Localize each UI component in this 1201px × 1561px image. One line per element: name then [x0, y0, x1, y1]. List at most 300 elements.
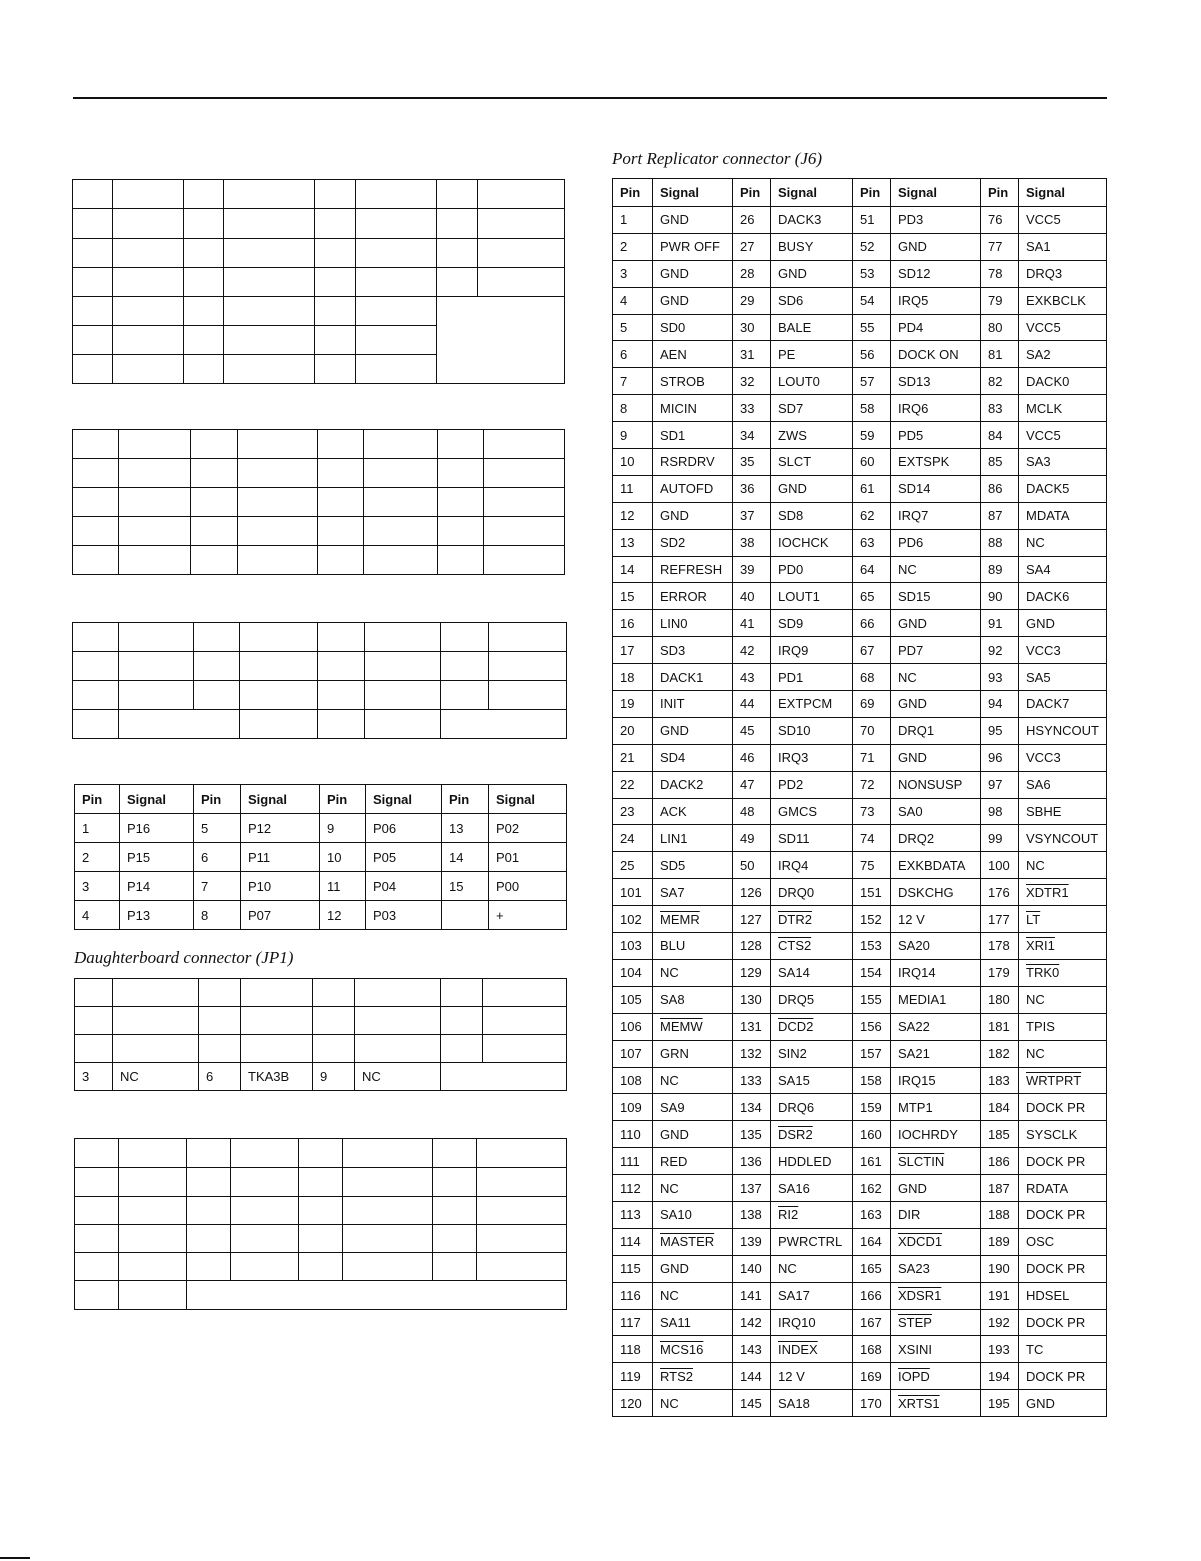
- signal-cell: NC: [1019, 529, 1107, 556]
- pin-cell: 117: [613, 1309, 653, 1336]
- signal-cell: SD7: [771, 395, 853, 422]
- signal-cell: IOPD: [891, 1363, 981, 1390]
- pin-cell: 42: [733, 637, 771, 664]
- signal-cell: SD1: [653, 422, 733, 449]
- pin-cell: 169: [853, 1363, 891, 1390]
- signal-cell: DOCK PR: [1019, 1201, 1107, 1228]
- signal-cell: RDATA: [1019, 1175, 1107, 1202]
- signal-cell: SA23: [891, 1255, 981, 1282]
- signal-cell: SA6: [1019, 771, 1107, 798]
- pin-cell: 154: [853, 959, 891, 986]
- pin-cell: 31: [733, 341, 771, 368]
- pin-cell: 34: [733, 422, 771, 449]
- blank-table-b: [72, 429, 565, 575]
- table-row: [613, 1201, 1107, 1228]
- signal-cell: RI2: [771, 1201, 853, 1228]
- signal-cell: DACK1: [653, 664, 733, 691]
- pin-cell: 98: [981, 798, 1019, 825]
- signal-cell: NONSUSP: [891, 771, 981, 798]
- signal-cell: IRQ6: [891, 395, 981, 422]
- signal-cell: PE: [771, 341, 853, 368]
- pin-cell: 76: [981, 207, 1019, 234]
- pin-cell: 86: [981, 475, 1019, 502]
- signal-cell: GND: [891, 744, 981, 771]
- pin-cell: 113: [613, 1201, 653, 1228]
- pin-cell: 48: [733, 798, 771, 825]
- signal-cell: EXTSPK: [891, 449, 981, 476]
- pin-cell: 10: [320, 843, 366, 872]
- table-row: [613, 1282, 1107, 1309]
- signal-cell: GND: [891, 233, 981, 260]
- signal-cell: RTS2: [653, 1363, 733, 1390]
- pin-cell: 63: [853, 529, 891, 556]
- pin-cell: 52: [853, 233, 891, 260]
- table-row: [613, 959, 1107, 986]
- pin-cell: 38: [733, 529, 771, 556]
- pin-cell: 153: [853, 933, 891, 960]
- signal-cell: P15: [120, 843, 194, 872]
- pin-cell: 28: [733, 260, 771, 287]
- signal-cell: GND: [653, 1121, 733, 1148]
- pin-cell: 6: [613, 341, 653, 368]
- signal-cell: P04: [366, 872, 442, 901]
- pin-cell: 96: [981, 744, 1019, 771]
- pin-cell: 158: [853, 1067, 891, 1094]
- signal-cell: MTP1: [891, 1094, 981, 1121]
- signal-cell: DOCK PR: [1019, 1363, 1107, 1390]
- table-row: [613, 798, 1107, 825]
- table-row: [75, 814, 567, 843]
- pin-cell: 62: [853, 502, 891, 529]
- signal-cell: P14: [120, 872, 194, 901]
- pin-column-header: Pin: [320, 785, 366, 814]
- table-row: [613, 664, 1107, 691]
- signal-cell: SIN2: [771, 1040, 853, 1067]
- signal-cell: DSKCHG: [891, 879, 981, 906]
- signal-cell: SA22: [891, 1013, 981, 1040]
- signal-cell: VCC3: [1019, 637, 1107, 664]
- pin-cell: 167: [853, 1309, 891, 1336]
- signal-column-header: Signal: [653, 179, 733, 207]
- table-row: [613, 1228, 1107, 1255]
- table-row: [613, 314, 1107, 341]
- signal-cell: NC: [113, 1063, 199, 1091]
- signal-cell: PD2: [771, 771, 853, 798]
- signal-cell: DRQ0: [771, 879, 853, 906]
- pin-cell: 79: [981, 287, 1019, 314]
- signal-cell: SD10: [771, 717, 853, 744]
- pin-cell: 46: [733, 744, 771, 771]
- pin-cell: 61: [853, 475, 891, 502]
- pin-cell: 11: [320, 872, 366, 901]
- pin-cell: 84: [981, 422, 1019, 449]
- signal-cell: DACK5: [1019, 475, 1107, 502]
- pin-cell: 3: [75, 1063, 113, 1091]
- signal-cell: DTR2: [771, 906, 853, 933]
- table-row: [613, 529, 1107, 556]
- table-row: [613, 207, 1107, 234]
- signal-column-header: Signal: [241, 785, 320, 814]
- pin-cell: 178: [981, 933, 1019, 960]
- signal-cell: TRK0: [1019, 959, 1107, 986]
- table-row: [613, 852, 1107, 879]
- pin-cell: 165: [853, 1255, 891, 1282]
- signal-cell: P16: [120, 814, 194, 843]
- table-row: [613, 771, 1107, 798]
- pin-cell: 139: [733, 1228, 771, 1255]
- pin-cell: 85: [981, 449, 1019, 476]
- signal-cell: SA16: [771, 1175, 853, 1202]
- pin-cell: 10: [613, 449, 653, 476]
- pin-cell: 50: [733, 852, 771, 879]
- signal-cell: GND: [1019, 1390, 1107, 1417]
- signal-cell: MEMR: [653, 906, 733, 933]
- blank-table-c: [72, 622, 567, 739]
- pin-cell: 194: [981, 1363, 1019, 1390]
- pin-cell: 54: [853, 287, 891, 314]
- pin-cell: 18: [613, 664, 653, 691]
- table-row: [613, 906, 1107, 933]
- signal-cell: EXTPCM: [771, 691, 853, 718]
- signal-cell: DACK3: [771, 207, 853, 234]
- signal-cell: SD8: [771, 502, 853, 529]
- pin-cell: 12: [320, 901, 366, 930]
- signal-cell: SA3: [1019, 449, 1107, 476]
- pin-cell: 35: [733, 449, 771, 476]
- table-row: [613, 1336, 1107, 1363]
- signal-cell: HDDLED: [771, 1148, 853, 1175]
- signal-column-header: Signal: [771, 179, 853, 207]
- signal-cell: LIN1: [653, 825, 733, 852]
- signal-cell: SA8: [653, 986, 733, 1013]
- pin-cell: 15: [442, 872, 489, 901]
- pin-cell: 80: [981, 314, 1019, 341]
- signal-cell: RSRDRV: [653, 449, 733, 476]
- signal-cell: INIT: [653, 691, 733, 718]
- signal-cell: PWRCTRL: [771, 1228, 853, 1255]
- pin-cell: 176: [981, 879, 1019, 906]
- pin-cell: 182: [981, 1040, 1019, 1067]
- pin-cell: 59: [853, 422, 891, 449]
- pin-cell: 95: [981, 717, 1019, 744]
- pin-cell: 69: [853, 691, 891, 718]
- pin-cell: 111: [613, 1148, 653, 1175]
- pin-cell: 24: [613, 825, 653, 852]
- signal-cell: DACK7: [1019, 691, 1107, 718]
- pin-cell: 195: [981, 1390, 1019, 1417]
- pin-cell: 2: [613, 233, 653, 260]
- signal-cell: GND: [891, 610, 981, 637]
- pin-cell: 36: [733, 475, 771, 502]
- table-row: [75, 872, 567, 901]
- signal-cell: MEDIA1: [891, 986, 981, 1013]
- signal-cell: SA18: [771, 1390, 853, 1417]
- signal-cell: P11: [241, 843, 320, 872]
- table-row: [613, 368, 1107, 395]
- signal-cell: SA0: [891, 798, 981, 825]
- signal-cell: SA5: [1019, 664, 1107, 691]
- signal-cell: IRQ4: [771, 852, 853, 879]
- pin-cell: 188: [981, 1201, 1019, 1228]
- pin-cell: 17: [613, 637, 653, 664]
- pin-cell: 186: [981, 1148, 1019, 1175]
- pin-cell: 136: [733, 1148, 771, 1175]
- pin-cell: 71: [853, 744, 891, 771]
- signal-cell: LOUT1: [771, 583, 853, 610]
- signal-cell: SA9: [653, 1094, 733, 1121]
- signal-cell: DACK0: [1019, 368, 1107, 395]
- signal-cell: VSYNCOUT: [1019, 825, 1107, 852]
- table-row: [613, 1067, 1107, 1094]
- pin-cell: 15: [613, 583, 653, 610]
- table-row: [613, 1040, 1107, 1067]
- signal-cell: GRN: [653, 1040, 733, 1067]
- signal-cell: VCC3: [1019, 744, 1107, 771]
- signal-cell: CTS2: [771, 933, 853, 960]
- pin-cell: 7: [194, 872, 241, 901]
- pin-column-header: Pin: [75, 785, 120, 814]
- pin-cell: 90: [981, 583, 1019, 610]
- table-row: [613, 744, 1107, 771]
- table-row: [613, 879, 1107, 906]
- signal-cell: PD7: [891, 637, 981, 664]
- pin-cell: 43: [733, 664, 771, 691]
- pin-cell: 66: [853, 610, 891, 637]
- signal-cell: LIN0: [653, 610, 733, 637]
- pin-cell: 116: [613, 1282, 653, 1309]
- pin-cell: 130: [733, 986, 771, 1013]
- signal-cell: P10: [241, 872, 320, 901]
- signal-cell: AUTOFD: [653, 475, 733, 502]
- pin-cell: 81: [981, 341, 1019, 368]
- pin-cell: 4: [613, 287, 653, 314]
- signal-cell: TPIS: [1019, 1013, 1107, 1040]
- signal-cell: SD15: [891, 583, 981, 610]
- pin-cell: 82: [981, 368, 1019, 395]
- signal-cell: MDATA: [1019, 502, 1107, 529]
- signal-cell: GND: [891, 691, 981, 718]
- signal-cell: GMCS: [771, 798, 853, 825]
- signal-cell: SD4: [653, 744, 733, 771]
- pin-cell: 163: [853, 1201, 891, 1228]
- signal-cell: IRQ10: [771, 1309, 853, 1336]
- pin-cell: 21: [613, 744, 653, 771]
- signal-cell: IRQ5: [891, 287, 981, 314]
- pin-cell: 60: [853, 449, 891, 476]
- signal-cell: P06: [366, 814, 442, 843]
- pin-cell: 156: [853, 1013, 891, 1040]
- pin-cell: 170: [853, 1390, 891, 1417]
- table-row: [75, 901, 567, 930]
- signal-cell: GND: [653, 1255, 733, 1282]
- pin-cell: 100: [981, 852, 1019, 879]
- table-row: [613, 1255, 1107, 1282]
- pin-cell: 6: [199, 1063, 241, 1091]
- signal-cell: SBHE: [1019, 798, 1107, 825]
- pin-cell: 8: [613, 395, 653, 422]
- signal-cell: XRI1: [1019, 933, 1107, 960]
- pin-cell: 44: [733, 691, 771, 718]
- signal-cell: STROB: [653, 368, 733, 395]
- signal-cell: DACK2: [653, 771, 733, 798]
- signal-cell: SD12: [891, 260, 981, 287]
- pin-cell: 105: [613, 986, 653, 1013]
- table-row: [613, 691, 1107, 718]
- pin-cell: 64: [853, 556, 891, 583]
- signal-cell: MICIN: [653, 395, 733, 422]
- signal-cell: DOCK PR: [1019, 1094, 1107, 1121]
- signal-cell: NC: [891, 664, 981, 691]
- pin-cell: 58: [853, 395, 891, 422]
- table-row: [613, 341, 1107, 368]
- pin-cell: 134: [733, 1094, 771, 1121]
- signal-cell: DACK6: [1019, 583, 1107, 610]
- pin-cell: 67: [853, 637, 891, 664]
- signal-cell: P07: [241, 901, 320, 930]
- table-row: [613, 583, 1107, 610]
- signal-cell: SA2: [1019, 341, 1107, 368]
- pin-cell: 25: [613, 852, 653, 879]
- pin-cell: 89: [981, 556, 1019, 583]
- pin-cell: 5: [194, 814, 241, 843]
- pin-cell: 191: [981, 1282, 1019, 1309]
- signal-column-header: Signal: [120, 785, 194, 814]
- table-row: [613, 260, 1107, 287]
- signal-cell: PD1: [771, 664, 853, 691]
- table-row: [613, 933, 1107, 960]
- signal-cell: GND: [771, 260, 853, 287]
- table-row: [613, 1175, 1107, 1202]
- signal-cell: STEP: [891, 1309, 981, 1336]
- signal-cell: SD5: [653, 852, 733, 879]
- pin-column-header: Pin: [853, 179, 891, 207]
- pin-cell: 157: [853, 1040, 891, 1067]
- table-row: [613, 449, 1107, 476]
- signal-cell: IRQ3: [771, 744, 853, 771]
- signal-cell: OSC: [1019, 1228, 1107, 1255]
- pin-cell: 189: [981, 1228, 1019, 1255]
- pin-cell: 4: [75, 901, 120, 930]
- signal-cell: DIR: [891, 1201, 981, 1228]
- pin-cell: 9: [613, 422, 653, 449]
- signal-cell: PD0: [771, 556, 853, 583]
- pin-cell: 57: [853, 368, 891, 395]
- port-replicator-caption: Port Replicator connector (J6): [612, 149, 823, 168]
- pin-column-header: Pin: [981, 179, 1019, 207]
- signal-cell: VCC5: [1019, 422, 1107, 449]
- page-edge-mark: [0, 1557, 30, 1559]
- pin-cell: 94: [981, 691, 1019, 718]
- signal-cell: NC: [653, 1282, 733, 1309]
- table-row: [613, 556, 1107, 583]
- pin-cell: 19: [613, 691, 653, 718]
- signal-cell: VCC5: [1019, 207, 1107, 234]
- pin-cell: 160: [853, 1121, 891, 1148]
- signal-cell: RED: [653, 1148, 733, 1175]
- table-row: [613, 1363, 1107, 1390]
- pin-cell: 11: [613, 475, 653, 502]
- pin-cell: 104: [613, 959, 653, 986]
- signal-cell: PD6: [891, 529, 981, 556]
- pin-cell: 14: [613, 556, 653, 583]
- signal-cell: SD14: [891, 475, 981, 502]
- daughterboard-caption: Daughterboard connector (JP1): [74, 948, 294, 967]
- signal-cell: SA4: [1019, 556, 1107, 583]
- signal-cell: NC: [1019, 986, 1107, 1013]
- pin-cell: 114: [613, 1228, 653, 1255]
- signal-cell: BALE: [771, 314, 853, 341]
- signal-cell: TC: [1019, 1336, 1107, 1363]
- signal-column-header: Signal: [891, 179, 981, 207]
- signal-cell: WRTPRT: [1019, 1067, 1107, 1094]
- pin-cell: 132: [733, 1040, 771, 1067]
- table-row: [613, 1148, 1107, 1175]
- signal-cell: SA15: [771, 1067, 853, 1094]
- pin-cell: 115: [613, 1255, 653, 1282]
- signal-cell: SLCT: [771, 449, 853, 476]
- signal-cell: SA17: [771, 1282, 853, 1309]
- table-row: [613, 1013, 1107, 1040]
- pin-cell: 73: [853, 798, 891, 825]
- signal-cell: TKA3B: [241, 1063, 313, 1091]
- signal-cell: ACK: [653, 798, 733, 825]
- pin-cell: 161: [853, 1148, 891, 1175]
- signal-cell: P00: [489, 872, 567, 901]
- pin-cell: 3: [613, 260, 653, 287]
- table-row: [613, 986, 1107, 1013]
- signal-cell: SD0: [653, 314, 733, 341]
- signal-column-header: Signal: [366, 785, 442, 814]
- signal-cell: IRQ7: [891, 502, 981, 529]
- pin-cell: 74: [853, 825, 891, 852]
- pin-cell: 99: [981, 825, 1019, 852]
- pin-cell: 112: [613, 1175, 653, 1202]
- pin-cell: 1: [75, 814, 120, 843]
- pin-cell: 145: [733, 1390, 771, 1417]
- signal-cell: PD4: [891, 314, 981, 341]
- pin-cell: 106: [613, 1013, 653, 1040]
- pin-cell: 187: [981, 1175, 1019, 1202]
- signal-cell: SA10: [653, 1201, 733, 1228]
- signal-cell: INDEX: [771, 1336, 853, 1363]
- pin-cell: 22: [613, 771, 653, 798]
- pin-cell: 129: [733, 959, 771, 986]
- pin-cell: 40: [733, 583, 771, 610]
- pin-cell: 140: [733, 1255, 771, 1282]
- signal-cell: NC: [355, 1063, 441, 1091]
- signal-cell: MASTER: [653, 1228, 733, 1255]
- pin-column-header: Pin: [613, 179, 653, 207]
- pin-cell: 32: [733, 368, 771, 395]
- pin-cell: 179: [981, 959, 1019, 986]
- pin-cell: 55: [853, 314, 891, 341]
- pin-cell: 107: [613, 1040, 653, 1067]
- signal-cell: VCC5: [1019, 314, 1107, 341]
- signal-cell: DRQ6: [771, 1094, 853, 1121]
- pin-cell: 53: [853, 260, 891, 287]
- signal-cell: SA7: [653, 879, 733, 906]
- pin-cell: 83: [981, 395, 1019, 422]
- signal-cell: NC: [771, 1255, 853, 1282]
- signal-cell: EXKBDATA: [891, 852, 981, 879]
- table-row: [613, 475, 1107, 502]
- pin-cell: 26: [733, 207, 771, 234]
- pin-cell: 41: [733, 610, 771, 637]
- pin-cell: 6: [194, 843, 241, 872]
- signal-cell: PD5: [891, 422, 981, 449]
- pin-cell: 144: [733, 1363, 771, 1390]
- signal-cell: GND: [653, 207, 733, 234]
